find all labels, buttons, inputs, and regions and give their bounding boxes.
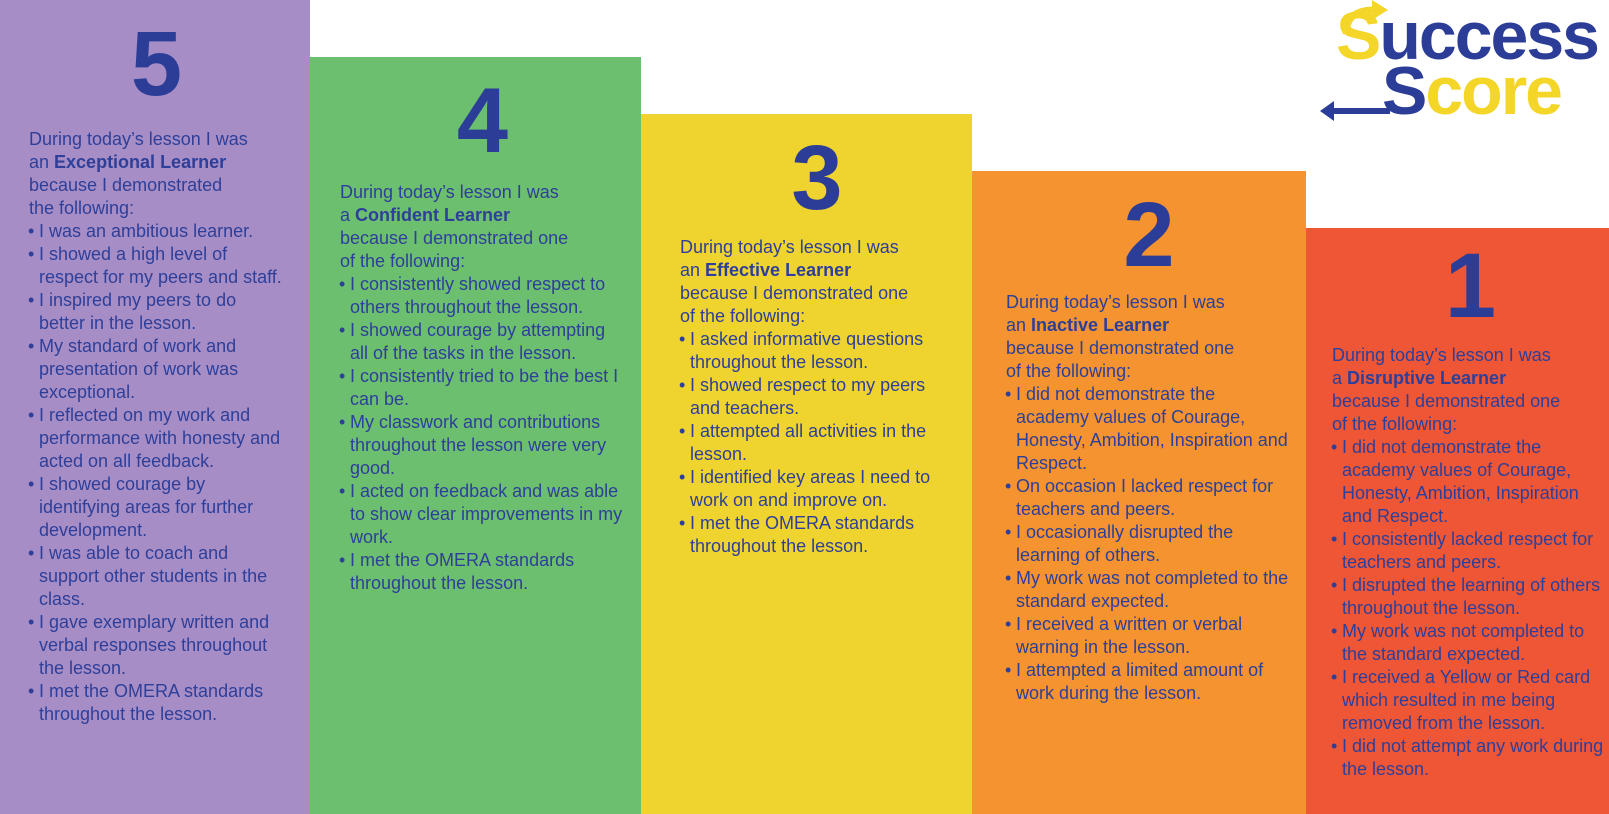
learner-type: Confident Learner (355, 205, 511, 225)
criteria-list (340, 273, 625, 595)
list-item: • I was able to coach and support other students in the class. (29, 542, 284, 611)
score-number: 1 (1444, 235, 1497, 337)
learner-type: Exceptional Learner (54, 152, 227, 172)
score-number: 3 (791, 127, 843, 229)
list-item: • I received a written or verbal warning in the lesson. (1006, 613, 1292, 659)
score-column-5 (0, 0, 310, 814)
logo-word: uccess (1379, 0, 1598, 74)
logo-word: core (1425, 53, 1561, 129)
column-intro (340, 181, 625, 273)
column-intro (680, 236, 954, 328)
list-item: • I consistently tried to be the best I can be. (340, 365, 625, 411)
list-item: • I showed courage by attempting all of the tasks in the lesson. (340, 319, 625, 365)
list-item: • My work was not completed to the standard expected. (1006, 567, 1292, 613)
score-column-3 (641, 114, 972, 814)
list-item: • I gave exemplary written and verbal responses throughout the lesson. (29, 611, 284, 680)
list-item: • On occasion I lacked respect for teachers and peers. (1006, 475, 1292, 521)
list-item: • I received a Yellow or Red card which resulted in me being removed from the lesson. (1332, 666, 1609, 735)
list-item: • I showed courage by identifying areas for further development. (29, 473, 284, 542)
intro-text: because I demonstrated one of the following: (680, 283, 909, 326)
list-item: • I was an ambitious learner. (29, 220, 284, 243)
logo-letter: S (1382, 53, 1426, 129)
column-intro (1006, 291, 1292, 383)
logo-letter: S (1336, 0, 1380, 74)
list-item: • I consistently showed respect to others throughout the lesson. (340, 273, 625, 319)
learner-type: Inactive Learner (1031, 315, 1170, 335)
list-item: • I disrupted the learning of others throughout the lesson. (1332, 574, 1609, 620)
list-item: • I showed respect to my peers and teachers. (680, 374, 954, 420)
list-item: • I attempted all activities in the lesson. (680, 420, 954, 466)
list-item: • My standard of work and presentation of work was exceptional. (29, 335, 284, 404)
intro-text: During today’s lesson I was a (1332, 345, 1551, 388)
logo-line-score (1382, 53, 1561, 129)
intro-text: because I demonstrated one of the following: (1332, 391, 1561, 434)
score-number: 4 (456, 70, 509, 172)
list-item: • I did not attempt any work during the lesson. (1332, 735, 1609, 781)
arrow-left-icon (1320, 98, 1390, 124)
list-item: • I attempted a limited amount of work during the lesson. (1006, 659, 1292, 705)
list-item: • I acted on feedback and was able to show clear improvements in my work. (340, 480, 625, 549)
score-column-1 (1306, 228, 1609, 814)
column-intro (1332, 344, 1609, 436)
list-item: • My classwork and contributions throughout the lesson were very good. (340, 411, 625, 480)
learner-type: Effective Learner (705, 260, 852, 280)
criteria-list (1332, 436, 1609, 781)
intro-text: During today’s lesson I was an (29, 129, 248, 172)
list-item: • I met the OMERA standards throughout the lesson. (680, 512, 954, 558)
list-item: • I did not demonstrate the academy values of Courage, Honesty, Ambition, Inspiration and Respect. (1332, 436, 1609, 528)
criteria-list (1006, 383, 1292, 705)
success-score-logo (1320, 0, 1609, 129)
list-item: • I met the OMERA standards throughout the lesson. (29, 680, 284, 726)
list-item: • I did not demonstrate the academy values of Courage, Honesty, Ambition, Inspiration and Respect. (1006, 383, 1292, 475)
criteria-list (29, 220, 284, 726)
intro-text: During today’s lesson I was an (1006, 292, 1225, 335)
intro-text: because I demonstrated one of the following: (340, 228, 569, 271)
score-number: 2 (1123, 184, 1175, 286)
list-item: • My work was not completed to the standard expected. (1332, 620, 1609, 666)
score-number: 5 (130, 13, 183, 115)
list-item: • I showed a high level of respect for my peers and staff. (29, 243, 284, 289)
list-item: • I occasionally disrupted the learning of others. (1006, 521, 1292, 567)
criteria-list (680, 328, 954, 558)
score-column-4 (310, 57, 641, 814)
list-item: • I identified key areas I need to work on and improve on. (680, 466, 954, 512)
intro-text: because I demonstrated one of the following: (1006, 338, 1235, 381)
list-item: • I reflected on my work and performance with honesty and acted on all feedback. (29, 404, 284, 473)
column-intro (29, 128, 284, 220)
list-item: • I met the OMERA standards throughout the lesson. (340, 549, 625, 595)
intro-text: because I demonstrated the following: (29, 175, 223, 218)
list-item: • I inspired my peers to do better in the lesson. (29, 289, 284, 335)
score-column-2 (972, 171, 1306, 814)
list-item: • I consistently lacked respect for teachers and peers. (1332, 528, 1609, 574)
list-item: • I asked informative questions throughout the lesson. (680, 328, 954, 374)
intro-text: During today’s lesson I was a (340, 182, 559, 225)
intro-text: During today’s lesson I was an (680, 237, 899, 280)
learner-type: Disruptive Learner (1347, 368, 1507, 388)
